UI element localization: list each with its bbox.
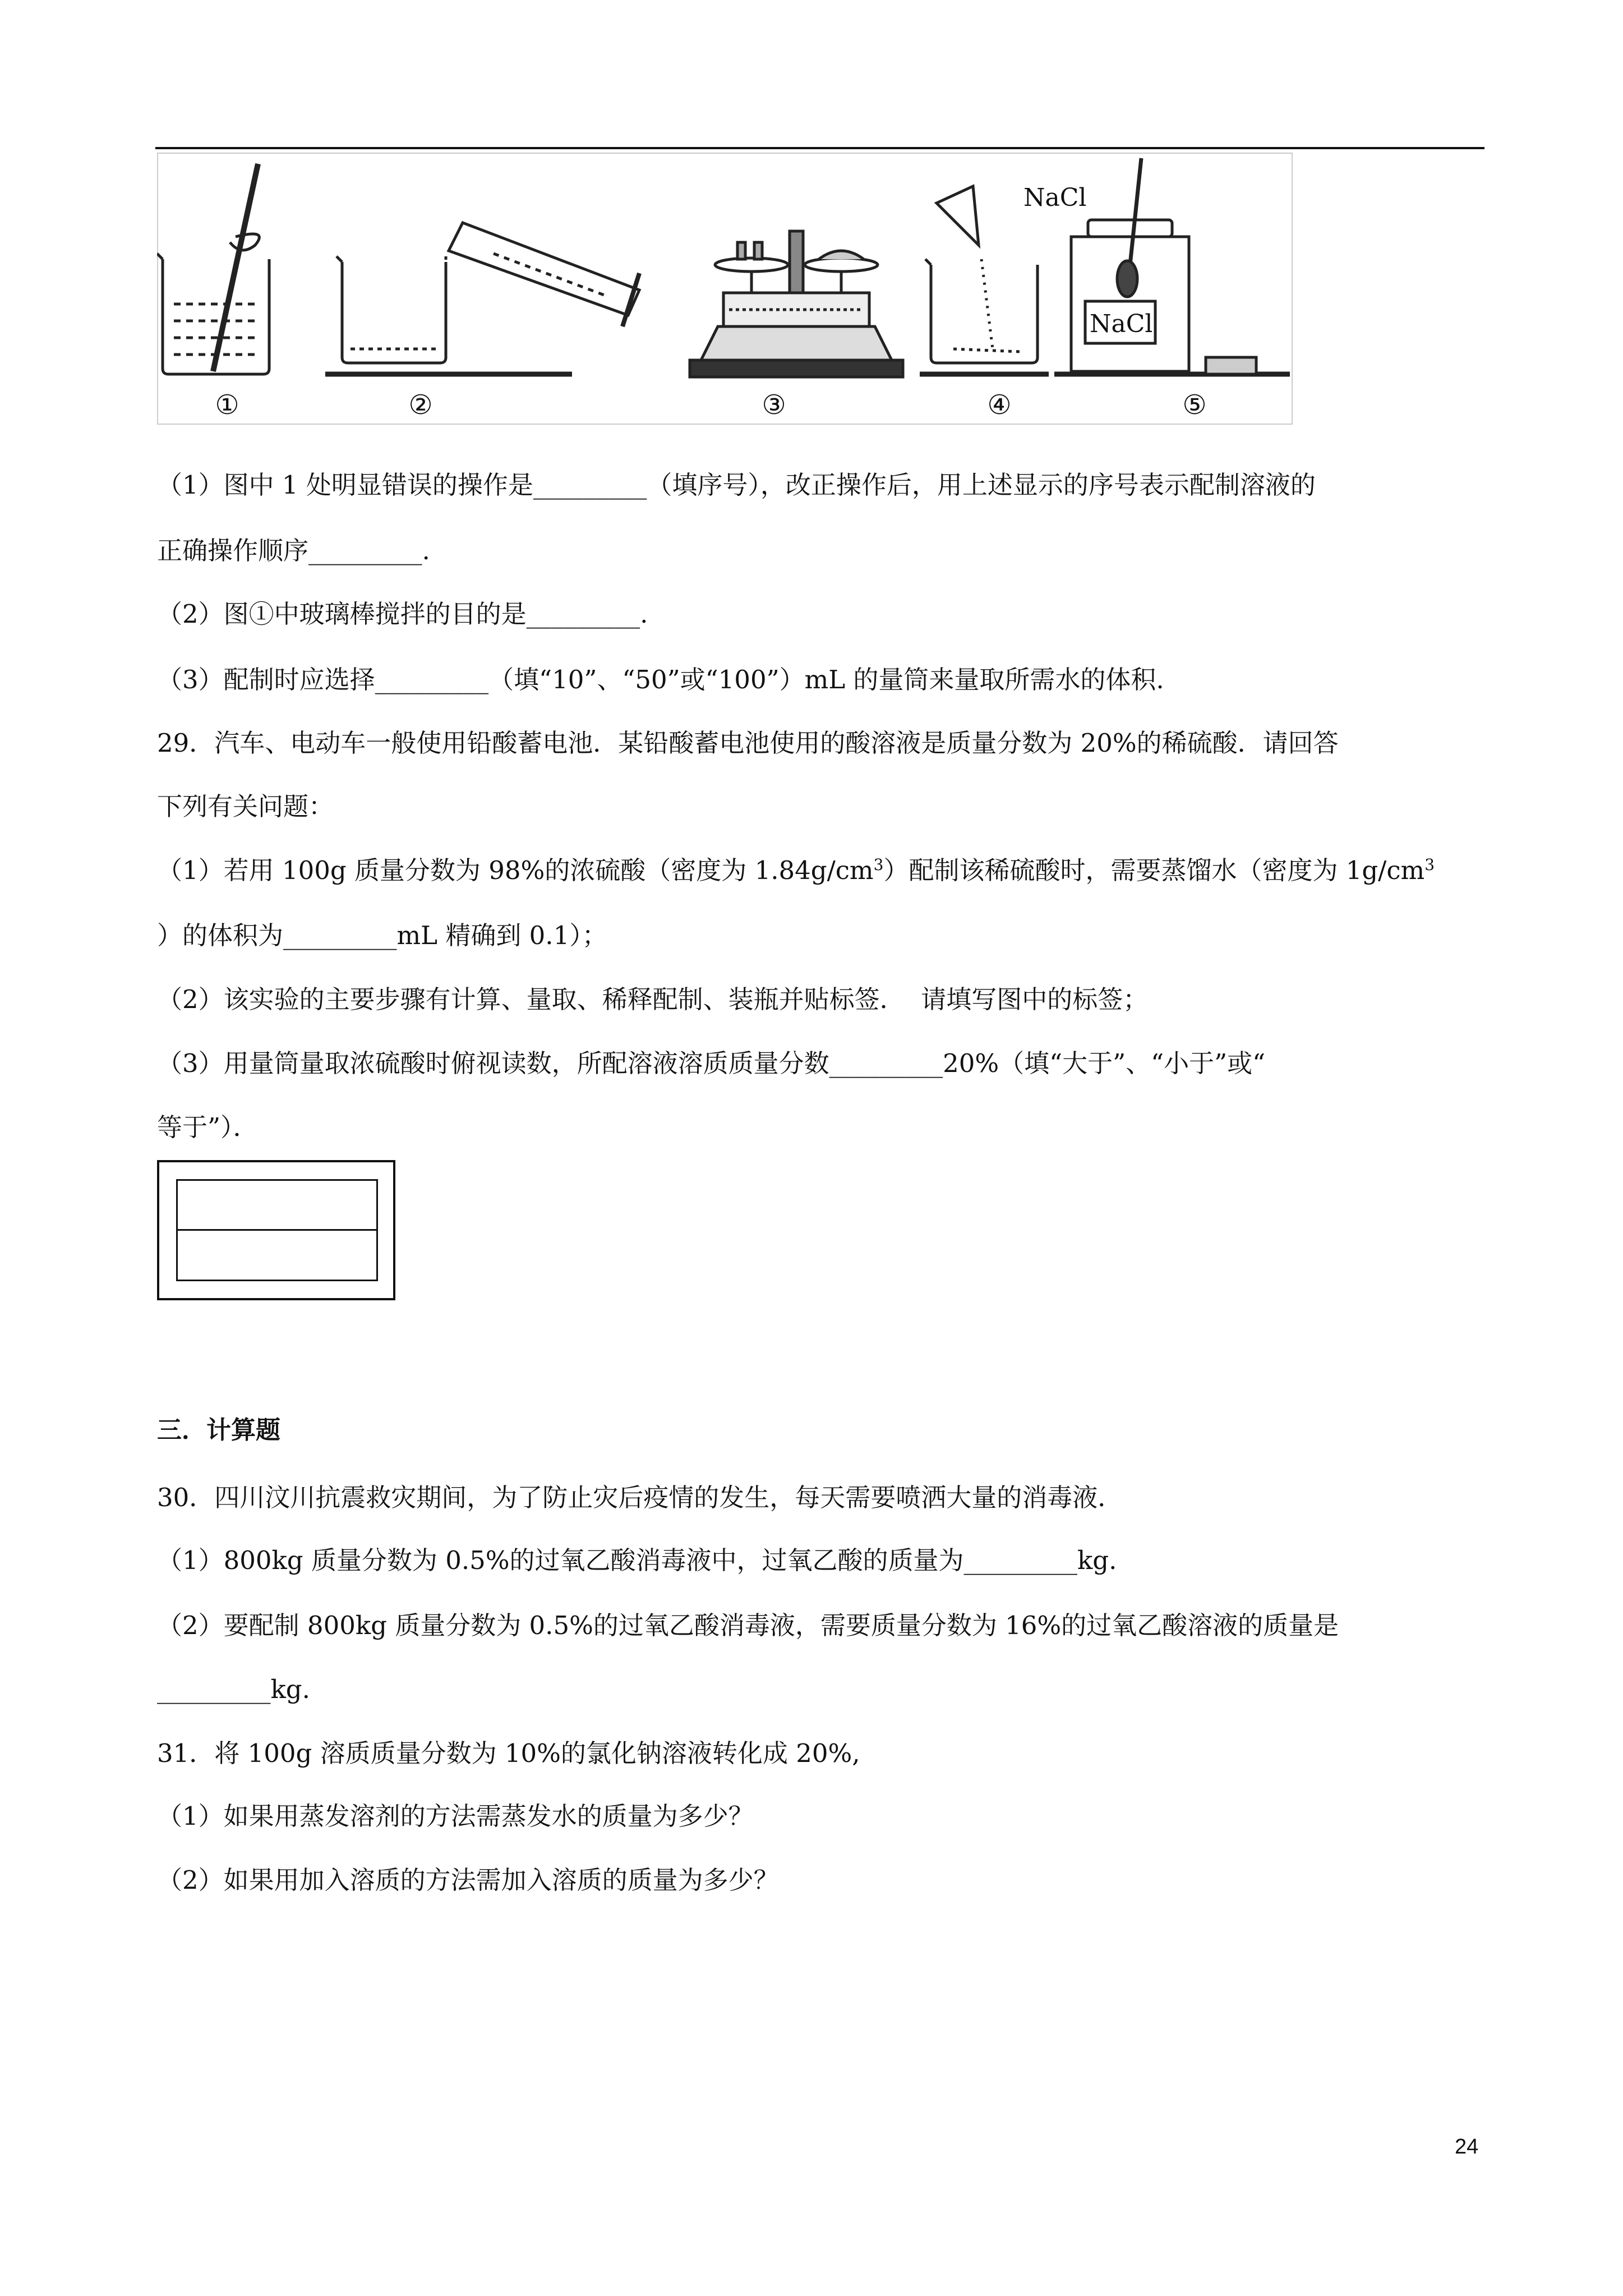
header-rule (155, 147, 1484, 149)
figure-label-2: ② (408, 389, 433, 421)
section-heading: 三．计算题 (157, 1416, 280, 1444)
q29-3-line-a: （3）用量筒量取浓硫酸时俯视读数，所配溶液溶质质量分数_________20%（填“大于”、“小于”或“ (157, 1048, 1266, 1078)
figure-label-3: ③ (762, 389, 786, 421)
balance-scale-icon (690, 231, 903, 377)
q28-2-line: （2）图①中玻璃棒搅拌的目的是_________. (157, 599, 648, 629)
q28-3-line: （3）配制时应选择_________（填“10”、“50”或“100”）mL 的量筒来量取所需水的体积. (157, 665, 1164, 694)
nacl-label-jar: NaCl (1090, 310, 1153, 338)
q31-1-line: （1）如果用蒸发溶剂的方法需蒸发水的质量为多少？ (157, 1801, 754, 1831)
q28-1-line-b: 正确操作顺序_________. (157, 536, 430, 565)
bottle-label-box (157, 1160, 395, 1300)
page-number: 24 (1455, 2135, 1479, 2159)
q30-1-line: （1）800kg 质量分数为 0.5%的过氧乙酸消毒液中，过氧乙酸的质量为_________kg. (157, 1545, 1117, 1575)
q29-1-line-b: ）的体积为_________mL 精确到 0.1）； (157, 921, 607, 950)
reagent-jar-icon (1054, 158, 1290, 374)
q29-1-line-a: （1）若用 100g 质量分数为 98%的浓硫酸（密度为 $1.84g/cm^3$）配制该稀硫酸时，需要蒸馏水（密度为 $1g/cm^3$ (157, 855, 1435, 885)
q30-2-line-b: _________kg. (157, 1674, 310, 1704)
q30-2-line-a: （2）要配制 800kg 质量分数为 0.5%的过氧乙酸消毒液，需要质量分数为 16%的过氧乙酸溶液的质量是 (157, 1611, 1339, 1640)
figure-label-1: ① (215, 389, 239, 421)
figure-label-4: ④ (987, 389, 1012, 421)
q29-3-line-b: 等于”）． (157, 1112, 259, 1142)
q29-line-b: 下列有关问题： (157, 792, 334, 821)
q30-line: 30．四川汶川抗震救灾期间，为了防止灾后疫情的发生，每天需要喷洒大量的消毒液． (157, 1483, 1123, 1512)
q31-line: 31．将 100g 溶质质量分数为 10%的氯化钠溶液转化成 20%, (157, 1738, 860, 1768)
pouring-solid-icon (920, 186, 1049, 374)
bottle-label-divider (178, 1229, 376, 1231)
beaker-stirring-icon (157, 164, 269, 374)
bottle-label-inner (176, 1179, 378, 1281)
q28-1-line-a: （1）图中 1 处明显错误的操作是_________（填序号），改正操作后，用上述显示的序号表示配制溶液的 (157, 470, 1316, 500)
pouring-cylinder-icon (325, 223, 639, 374)
q29-line-a: 29．汽车、电动车一般使用铅酸蓄电池．某铅酸蓄电池使用的酸溶液是质量分数为 20%的稀硫酸．请回答 (157, 728, 1339, 758)
q29-2-line: （2）该实验的主要步骤有计算、量取、稀释配制、装瓶并贴标签． 请填写图中的标签； (157, 984, 1149, 1014)
q31-2-line: （2）如果用加入溶质的方法需加入溶质的质量为多少？ (157, 1865, 779, 1895)
lab-apparatus-figure (157, 153, 1293, 425)
figure-label-5: ⑤ (1182, 389, 1207, 421)
nacl-label-top: NaCl (1023, 183, 1087, 212)
